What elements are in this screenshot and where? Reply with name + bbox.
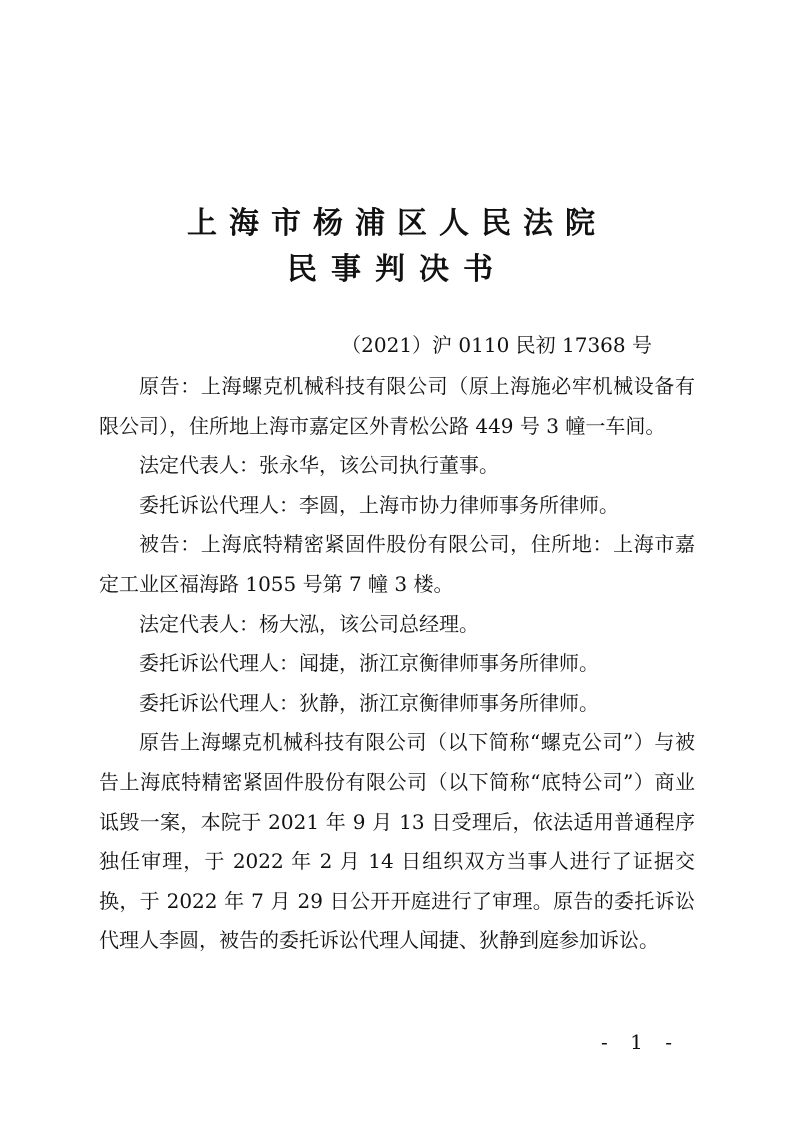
plaintiff-legal-representative: 法定代表人：张永华，该公司执行董事。 xyxy=(139,453,499,478)
case-summary-paragraph: 原告上海螺克机械科技有限公司（以下简称“螺克公司”）与被告上海底特精密紧固件股份有限公司（以下简称“底特公司”）商业诋毁一案，本院于 2021 年 9 月 13 日受理后，依法适用普通程序独任审理，于 2022 年 2 月 14 日组织双方当事人进行了证据交换，于 2022 年 7 月 29 日公开开庭进行了审理。原告的委托诉讼代理人李圆，被告的委托诉讼代理人闻捷、狄静到庭参加诉讼。 xyxy=(99,730,695,953)
defendant-agent-1: 委托诉讼代理人：闻捷，浙江京衡律师事务所律师。 xyxy=(139,651,599,676)
document-type-title: 民事判决书 xyxy=(287,252,507,287)
judgment-body xyxy=(99,367,695,961)
plaintiff-paragraph: 原告：上海螺克机械科技有限公司（原上海施必牢机械设备有限公司），住所地上海市嘉定区外青松公路 449 号 3 幢一车间。 xyxy=(99,374,695,438)
plaintiff-agent: 委托诉讼代理人：李圆，上海市协力律师事务所律师。 xyxy=(139,492,619,517)
defendant-agent-2: 委托诉讼代理人：狄静，浙江京衡律师事务所律师。 xyxy=(139,690,599,715)
court-name: 上海市杨浦区人民法院 xyxy=(187,206,607,241)
defendant-legal-representative: 法定代表人：杨大泓，该公司总经理。 xyxy=(139,611,479,636)
defendant-paragraph: 被告：上海底特精密紧固件股份有限公司，住所地：上海市嘉定工业区福海路 1055 号第 7 幢 3 楼。 xyxy=(99,532,695,596)
page-number: - 1 - xyxy=(601,1030,680,1054)
case-number: （2021）沪 0110 民初 17368 号 xyxy=(341,333,652,357)
